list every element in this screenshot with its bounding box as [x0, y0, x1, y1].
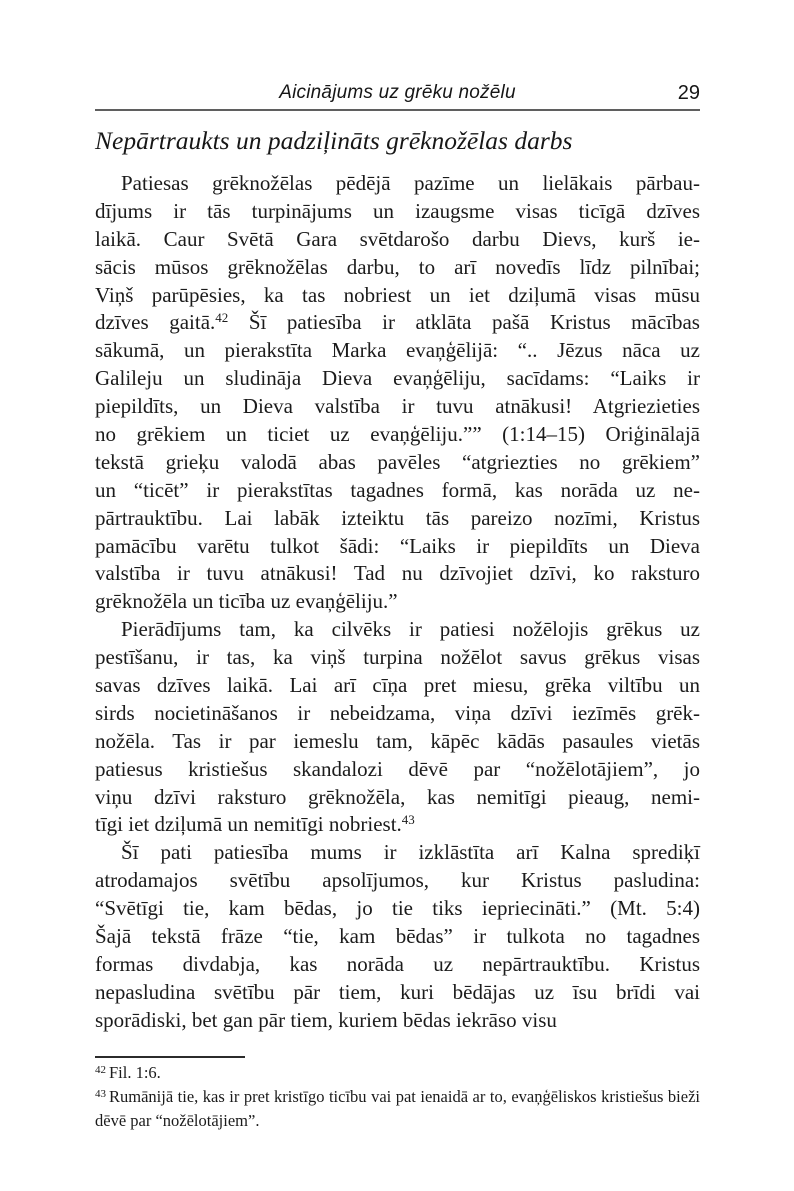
- body-text: [95, 170, 700, 1035]
- text-line: Šajā tekstā frāze “tie, kam bēdas” ir tulkota no tagadnes: [95, 924, 700, 949]
- text-line: Šī pati patiesība mums ir izklāstīta arī Kalna sprediķī: [121, 840, 700, 865]
- footnote-reference: 43: [401, 812, 415, 828]
- footnote: [95, 1061, 700, 1085]
- text-line: patiesus kristiešus skandalozi dēvē par “nožēlotājiem”, jo: [95, 756, 700, 781]
- footnote: [95, 1085, 700, 1133]
- page-number: 29: [677, 82, 700, 104]
- running-head: [95, 82, 700, 106]
- text-line: dzīves gaitā.$^{42}$ Šī patiesība ir atklāta pašā Kristus mācības: [95, 310, 700, 335]
- footnote-reference: 42: [215, 310, 229, 326]
- paragraph: [95, 839, 700, 1034]
- text-line: tekstā grieķu valodā abas pavēles “atgriezties no grēkiem”: [95, 449, 700, 474]
- footnotes: [95, 1061, 700, 1133]
- running-head-title: Aicinājums uz grēku nožēlu: [279, 82, 516, 103]
- paragraph: [95, 616, 700, 839]
- page-content: [95, 0, 700, 1191]
- footnote-text: Rumānijā tie, kas ir pret kristīgo ticību vai pat ienaidā ar to, evaņģēliskos kristiešus bieži dēvē par “nožēlotājiem”.: [95, 1087, 700, 1130]
- text-line: savas dzīves laikā. Lai arī cīņa pret miesu, grēka viltību un: [95, 673, 700, 698]
- text-line: un “ticēt” ir pierakstītas tagadnes formā, kas norāda uz ne-: [95, 477, 700, 502]
- footnote-rule: [95, 1056, 245, 1058]
- text-line: Viņš parūpēsies, ka tas nobriest un iet dziļumā visas mūsu: [95, 282, 700, 307]
- text-line: sirds nocietināšanos ir nebeidzama, viņa dzīvi iezīmēs grēk-: [95, 700, 700, 725]
- text-line: piepildīts, un Dieva valstība ir tuvu atnākusi! Atgriezieties: [95, 394, 700, 419]
- header-rule: [95, 109, 700, 111]
- text-line: pestīšanu, ir tas, ka viņš turpina nožēlot savus grēkus visas: [95, 645, 700, 670]
- text-line: sācis mūsos grēknožēlas darbu, to arī novedīs līdz pilnībai;: [95, 254, 700, 279]
- text-line: dījums ir tās turpinājums un izaugsme visas ticīgā dzīves: [95, 198, 700, 223]
- paragraph: [95, 170, 700, 616]
- footnote-text: Fil. 1:6.: [109, 1063, 161, 1082]
- section-heading: Nepārtraukts un padziļināts grēknožēlas darbs: [95, 126, 573, 155]
- text-line: nožēla. Tas ir par iemeslu tam, kāpēc kādās pasaules vietās: [95, 728, 700, 753]
- text-line: formas divdabja, kas norāda uz nepārtrauktību. Kristus: [95, 951, 700, 976]
- text-line: viņu dzīvi raksturo grēknožēla, kas nemitīgi pieaug, nemi-: [95, 784, 700, 809]
- text-line: nepasludina svētību pār tiem, kuri bēdājas uz īsu brīdi vai: [95, 979, 700, 1004]
- text-line: atrodamajos svētību apsolījumos, kur Kristus pasludina:: [95, 868, 700, 893]
- text-line: Galileju un sludināja Dieva evaņģēliju, sacīdams: “Laiks ir: [95, 366, 700, 391]
- text-line: valstība ir tuvu atnākusi! Tad nu dzīvojiet dzīvi, ko raksturo: [95, 561, 700, 586]
- text-line: sporādiski, bet gan pār tiem, kuriem bēdas iekrāso visu: [95, 1007, 557, 1032]
- text-line: sākumā, un pierakstīta Marka evaņģēlijā: “.. Jēzus nāca uz: [95, 338, 700, 363]
- text-line: pamācību varētu tulkot šādi: “Laiks ir piepildīts un Dieva: [95, 533, 700, 558]
- text-line: no grēkiem un ticiet uz evaņģēliju.”” (1:14–15) Oriģinālajā: [95, 422, 700, 447]
- text-line: Pierādījums tam, ka cilvēks ir patiesi nožēlojis grēkus uz: [121, 617, 700, 642]
- text-line: grēknožēla un ticība uz evaņģēliju.”: [95, 589, 398, 614]
- footnote-marker: 42: [95, 1064, 106, 1076]
- text-line: pārtrauktību. Lai labāk izteiktu tās pareizo nozīmi, Kristus: [95, 505, 700, 530]
- text-line: laikā. Caur Svētā Gara svētdarošo darbu Dievs, kurš ie-: [95, 226, 700, 251]
- footnote-marker: 43: [95, 1088, 106, 1100]
- text-line: tīgi iet dziļumā un nemitīgi nobriest.$^{43}$: [95, 812, 415, 837]
- text-line: “Svētīgi tie, kam bēdas, jo tie tiks iepriecināti.” (Mt. 5:4): [95, 896, 700, 921]
- text-line: Patiesas grēknožēlas pēdējā pazīme un lielākais pārbau-: [121, 171, 700, 195]
